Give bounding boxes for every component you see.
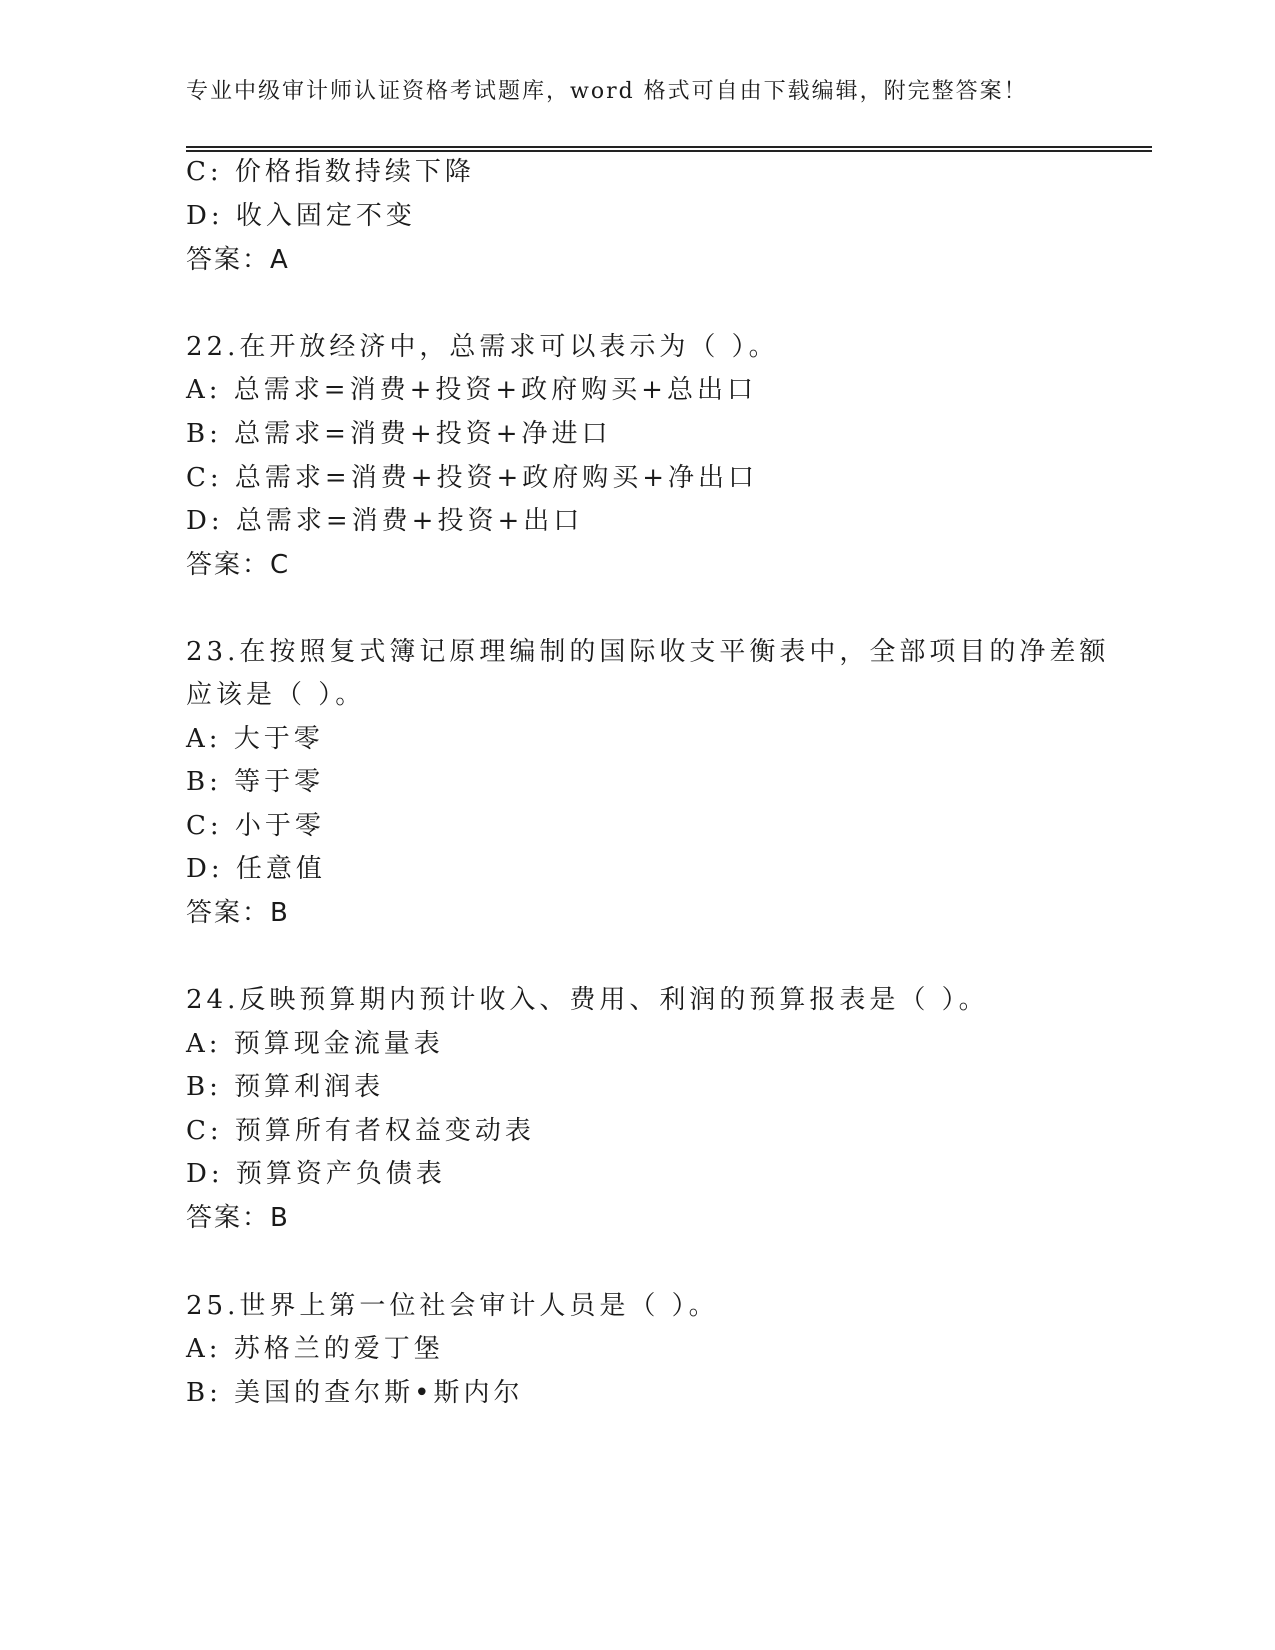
prev-option-c: C: 价格指数持续下降: [186, 157, 475, 187]
q23-stem-line2: 应该是（ ）。: [186, 680, 366, 710]
q24-option-a: A: 预算现金流量表: [186, 1029, 444, 1059]
prev-answer: 答案：A: [186, 245, 290, 275]
q23-option-b: B: 等于零: [186, 767, 325, 797]
q22-option-a: A: 总需求=消费+投资+政府购买+总出口: [186, 375, 757, 405]
q25-stem: 25.世界上第一位社会审计人员是（ ）。: [186, 1291, 719, 1321]
q25-option-b: B: 美国的查尔斯•斯内尔: [186, 1378, 524, 1408]
q22-option-c: C: 总需求=消费+投资+政府购买+净出口: [186, 463, 759, 493]
q23-stem-line1: 23.在按照复式簿记原理编制的国际收支平衡表中，全部项目的净差额: [186, 637, 1110, 667]
q23-option-c: C: 小于零: [186, 811, 325, 841]
q22-option-d: D: 总需求=消费+投资+出口: [186, 506, 584, 536]
page-header: 专业中级审计师认证资格考试题库，word 格式可自由下载编辑，附完整答案！: [186, 79, 1028, 104]
header-divider: [186, 146, 1152, 152]
q25-option-a: A: 苏格兰的爱丁堡: [186, 1334, 444, 1364]
q24-option-d: D: 预算资产负债表: [186, 1159, 446, 1189]
q23-option-d: D: 任意值: [186, 854, 326, 884]
prev-option-d: D: 收入固定不变: [186, 201, 416, 231]
q23-option-a: A: 大于零: [186, 724, 324, 754]
q24-option-b: B: 预算利润表: [186, 1072, 385, 1102]
q22-stem: 22.在开放经济中，总需求可以表示为（ ）。: [186, 332, 779, 362]
q23-answer: 答案：B: [186, 898, 290, 928]
q22-option-b: B: 总需求=消费+投资+净进口: [186, 419, 612, 449]
q22-answer: 答案：C: [186, 550, 291, 580]
q24-stem: 24.反映预算期内预计收入、费用、利润的预算报表是（ ）。: [186, 985, 989, 1015]
q24-answer: 答案：B: [186, 1203, 290, 1233]
q24-option-c: C: 预算所有者权益变动表: [186, 1116, 535, 1146]
